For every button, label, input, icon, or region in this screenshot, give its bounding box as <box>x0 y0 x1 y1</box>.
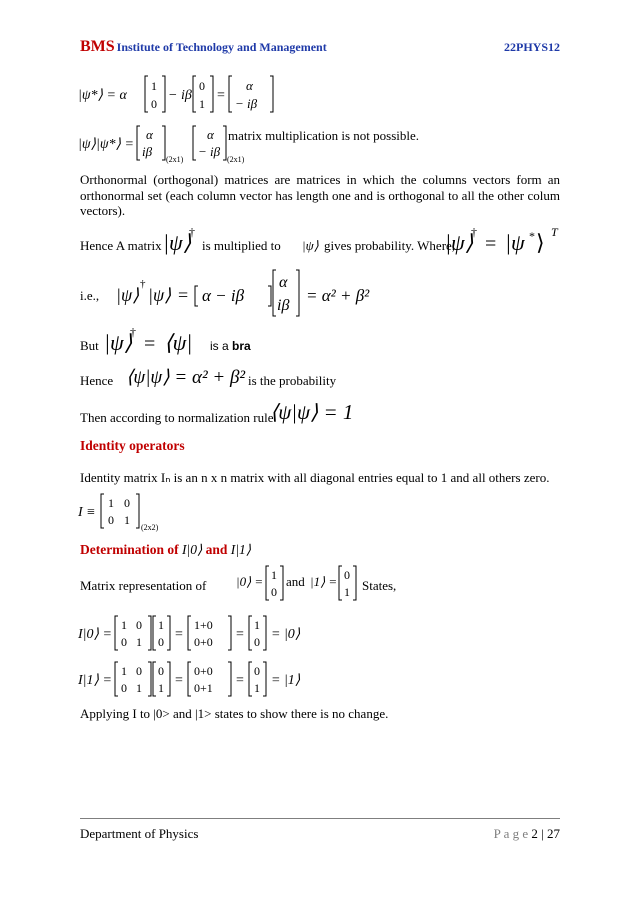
eq2-lhs: |ψ⟩|ψ*⟩ = <box>78 137 134 152</box>
svg-text:=: = <box>144 333 156 355</box>
svg-text:0: 0 <box>271 585 277 599</box>
svg-text:0+0: 0+0 <box>194 635 213 649</box>
header-course-code: 22PHYS12 <box>503 40 560 54</box>
svg-text:1+0: 1+0 <box>194 618 213 632</box>
equation-bra <box>104 322 204 358</box>
psi-dagger-equals-psi-star-transpose <box>445 222 565 258</box>
svg-text:|0⟩ =: |0⟩ = <box>236 574 264 589</box>
svg-text:1: 1 <box>121 618 127 632</box>
hence-matrix-text-2: is multiplied to <box>202 238 281 253</box>
eq2-b1: α <box>207 127 214 142</box>
eq1-v1-b: 0 <box>151 97 157 111</box>
page-header <box>80 38 560 60</box>
svg-text:|ψ⟩: |ψ⟩ <box>163 230 192 255</box>
svg-text:*: * <box>529 229 535 243</box>
svg-text:|ψ: |ψ <box>505 230 525 255</box>
svg-text:|ψ⟩: |ψ⟩ <box>104 330 133 355</box>
equation-i-ket0 <box>78 612 318 656</box>
svg-text:1: 1 <box>136 681 142 695</box>
eq2-note: matrix multiplication is not possible. <box>228 128 420 143</box>
svg-text:0: 0 <box>344 568 350 582</box>
hence-matrix-text-1: Hence A matrix <box>80 238 162 253</box>
ie-col-1: α <box>279 274 288 291</box>
svg-text:0: 0 <box>108 513 114 527</box>
eq1-res-b: − iβ <box>235 96 258 111</box>
svg-text:1: 1 <box>136 635 142 649</box>
eq1-v1-a: 1 <box>151 79 157 93</box>
identity-lhs: I ≡ <box>78 505 96 520</box>
svg-text:(2x2): (2x2) <box>141 523 159 532</box>
svg-text:0: 0 <box>121 681 127 695</box>
svg-text:0: 0 <box>136 664 142 678</box>
svg-text:|1⟩ =: |1⟩ = <box>310 574 338 589</box>
svg-text:=: = <box>175 627 183 642</box>
footer-divider <box>80 818 560 819</box>
footer-department: Department of Physics <box>80 826 199 841</box>
eq1-lhs: |ψ*⟩ = α <box>78 88 127 103</box>
footer-page-number: P a g e 2 | 27 <box>493 826 560 841</box>
svg-text:1: 1 <box>344 585 350 599</box>
svg-text:0: 0 <box>254 664 260 678</box>
equation-i-ket1 <box>78 658 318 702</box>
svg-text:I|0⟩ =: I|0⟩ = <box>78 627 112 642</box>
matrix-rep-states: States, <box>362 578 397 593</box>
svg-text:=: = <box>236 627 244 642</box>
para-orthonormal: Orthonormal (orthogonal) matrices are matrices in which the columns vectors form an orthonormal set (each column vector has length one and is orthogonal to all the other colum vectors). <box>80 172 560 218</box>
eq2-dim-a: (2x1) <box>166 155 184 164</box>
eq1-minus: − iβ <box>168 88 192 103</box>
psi-ket: |ψ⟩ <box>302 238 319 253</box>
hence-matrix-text-3: gives probability. Where, <box>324 238 456 253</box>
ie-label: i.e., <box>80 288 100 303</box>
svg-text:|ψ⟩: |ψ⟩ <box>445 230 474 255</box>
heading-i1: I|1⟩ <box>230 542 251 557</box>
eq2-b2: − iβ <box>198 144 221 159</box>
but-label: But <box>80 338 99 353</box>
svg-text:1: 1 <box>271 568 277 582</box>
heading-determination: Determination of I|0⟩ and I|1⟩ <box>80 542 251 557</box>
svg-text:⟩: ⟩ <box>536 230 545 255</box>
svg-text:= |1⟩: = |1⟩ <box>271 673 301 688</box>
svg-text:0: 0 <box>124 496 130 510</box>
para-applying: Applying I to |0> and |1> states to show there is no change. <box>80 706 389 721</box>
header-institute: Institute of Technology and Management <box>116 40 327 54</box>
identity-matrix <box>78 490 198 534</box>
svg-text:= |0⟩: = |0⟩ <box>271 627 301 642</box>
svg-text:0: 0 <box>121 635 127 649</box>
svg-text:I|1⟩ =: I|1⟩ = <box>78 673 112 688</box>
svg-text:|ψ⟩: |ψ⟩ <box>116 285 140 305</box>
svg-text:=: = <box>175 673 183 688</box>
probability-text: is the probability <box>248 373 337 388</box>
eq2-a2: iβ <box>142 144 153 159</box>
svg-text:⟨ψ|: ⟨ψ| <box>164 330 193 355</box>
probability-equation: ⟨ψ|ψ⟩ = α² + β² <box>126 367 246 388</box>
normalization-equation: ⟨ψ|ψ⟩ = 1 <box>270 400 354 424</box>
svg-text:1: 1 <box>254 681 260 695</box>
ie-col-2: iβ <box>277 297 290 314</box>
eq2-dim-b: (2x1) <box>227 155 245 164</box>
ie-rhs: = α² + β² <box>306 286 370 305</box>
equation-psi-star <box>78 72 278 116</box>
svg-text:1: 1 <box>158 618 164 632</box>
svg-text:and: and <box>286 574 305 589</box>
hence-label: Hence <box>80 373 114 388</box>
svg-text:1: 1 <box>108 496 114 510</box>
eq2-a1: α <box>146 127 153 142</box>
svg-text:|ψ⟩: |ψ⟩ <box>148 285 172 305</box>
svg-text:1: 1 <box>121 664 127 678</box>
normalization-text: Then according to normalization rule <box>80 410 274 425</box>
ie-row: α − iβ <box>202 286 245 305</box>
eq1-v2-b: 1 <box>199 97 205 111</box>
svg-text:1: 1 <box>254 618 260 632</box>
equation-inner-product <box>116 268 370 318</box>
svg-text:0+1: 0+1 <box>194 681 213 695</box>
svg-text:0: 0 <box>254 635 260 649</box>
para-identity: Identity matrix Iₙ is an n x n matrix with all diagonal entries equal to 1 and all others zero. <box>80 470 550 485</box>
svg-text:T: T <box>551 225 558 239</box>
svg-text:=: = <box>485 233 497 255</box>
svg-text:0+0: 0+0 <box>194 664 213 678</box>
svg-text:†: † <box>189 225 195 239</box>
eq1-eq: = <box>217 88 225 103</box>
bra-word: bra <box>232 339 251 353</box>
svg-text:†: † <box>471 225 477 239</box>
svg-text:1: 1 <box>158 681 164 695</box>
heading-i0: I|0⟩ <box>181 542 203 557</box>
bra-note: is a bra <box>210 339 251 353</box>
svg-text:0: 0 <box>158 664 164 678</box>
svg-text:†: † <box>140 278 146 290</box>
svg-text:0: 0 <box>136 618 142 632</box>
svg-text:=: = <box>178 285 189 305</box>
header-brand: BMS <box>80 38 115 55</box>
eq1-res-a: α <box>246 78 253 93</box>
svg-text:=: = <box>236 673 244 688</box>
svg-text:1: 1 <box>124 513 130 527</box>
psi-ket-dagger <box>163 222 197 258</box>
heading-identity-operators: Identity operators <box>80 438 185 453</box>
svg-text:0: 0 <box>158 635 164 649</box>
svg-text:†: † <box>130 325 136 339</box>
eq1-v2-a: 0 <box>199 79 205 93</box>
matrix-rep-text: Matrix representation of <box>80 578 207 593</box>
